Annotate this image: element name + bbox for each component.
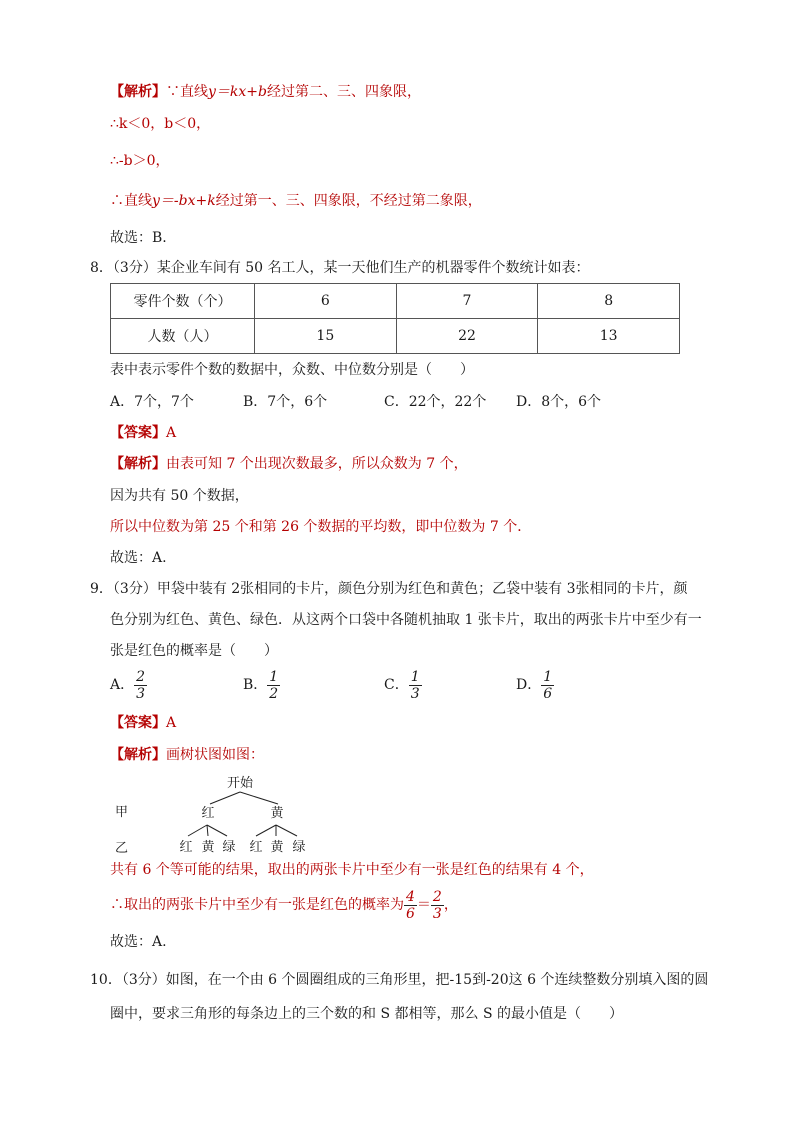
q9-option-b: B． $\frac{1}{2}$ (243, 668, 279, 702)
q10-stem-line1: 10．（3分）如图，在一个由 6 个圆圈组成的三角形里，把-15到-20这 6 个连续整数分别填入图的圆 (90, 972, 709, 988)
q8-analysis-line2: 因为共有 50 个数据， (110, 488, 249, 504)
q8-data-table (110, 283, 680, 354)
table-cell: 8 (538, 284, 680, 319)
q9-choose: 故选：A. (110, 934, 167, 950)
tree-node-l1: 红 (201, 806, 215, 821)
q10-stem-line2: 圈中，要求三角形的每条边上的三个数的和 S 都相等，那么 S 的最小值是（ ） (110, 1006, 623, 1022)
q9-stem-line2: 色分别为红色、黄色、绿色．从这两个口袋中各随机抽取 1 张卡片，取出的两张卡片中至少有一 (110, 612, 702, 628)
fraction: $\frac{4}{6}$ (406, 888, 415, 922)
q8-answer: 【答案】A (110, 425, 177, 441)
table-row (111, 284, 680, 319)
tree-node-l2: 绿 (222, 840, 236, 855)
table-cell: 7 (396, 284, 538, 319)
q9-answer: 【答案】A (110, 715, 177, 731)
q8-choose: 故选：A. (110, 550, 167, 566)
table-cell: 6 (255, 284, 397, 319)
q9-option-d: D． $\frac{1}{6}$ (516, 668, 553, 702)
tree-node-l2: 红 (249, 840, 263, 855)
q9-option-a: A． $\frac{2}{3}$ (110, 668, 146, 702)
q9-option-c: C． $\frac{1}{3}$ (384, 668, 420, 702)
tree-node-l2: 绿 (292, 840, 306, 855)
table-cell: 15 (255, 319, 397, 354)
fraction: $\frac{2}{3}$ (136, 668, 146, 702)
q7-choose: 故选：B. (110, 230, 167, 246)
q9-stem-line3: 张是红色的概率是（ ） (110, 643, 278, 659)
table-cell: 人数（人） (111, 319, 255, 354)
tree-node-l1: 黄 (270, 806, 284, 821)
q9-analysis-intro: 【解析】画树状图如图： (110, 747, 264, 763)
q8-option-c: C．22个，22个 (384, 394, 487, 410)
q9-probability-line: ∴取出的两张卡片中至少有一张是红色的概率为 $\frac{4}{6}$ ＝ $\frac{2}{3}$ ， (110, 888, 458, 922)
tree-row-label-jia: 甲 (115, 805, 129, 820)
table-cell: 22 (396, 319, 538, 354)
q8-option-a: A．7个，7个 (110, 394, 194, 410)
tree-node-l2: 黄 (270, 840, 284, 855)
q7-analysis-line4: ∴直线y＝-bx+k经过第一、三、四象限，不经过第二象限， (110, 193, 482, 209)
tree-node-l2: 黄 (201, 840, 215, 855)
fraction: $\frac{1}{2}$ (269, 668, 279, 702)
q9-stem-line1: 9．（3分）甲袋中装有 2张相同的卡片，颜色分别为红色和黄色；乙袋中装有 3张相同的卡片，颜 (90, 581, 688, 597)
q8-option-d: D．8个，6个 (516, 394, 602, 410)
probability-tree-diagram (110, 770, 330, 855)
q8-stem: 8．（3分）某企业车间有 50 名工人，某一天他们生产的机器零件个数统计如表： (90, 260, 590, 276)
tree-row-label-yi: 乙 (115, 841, 129, 856)
q8-analysis-line3: 所以中位数为第 25 个和第 26 个数据的平均数，即中位数为 7 个． (110, 519, 532, 535)
tree-node-l2: 红 (179, 840, 193, 855)
fraction: $\frac{1}{3}$ (410, 668, 420, 702)
table-row (111, 319, 680, 354)
q8-option-b: B．7个，6个 (243, 394, 328, 410)
q9-result: 共有 6 个等可能的结果，取出的两张卡片中至少有一张是红色的结果有 4 个， (110, 862, 594, 878)
analysis-tag: 【解析】 (110, 84, 166, 100)
tree-root: 开始 (226, 776, 254, 791)
q7-analysis-line3: ∴-b＞0， (110, 153, 170, 169)
table-cell: 13 (538, 319, 680, 354)
table-cell: 零件个数（个） (111, 284, 255, 319)
fraction: $\frac{1}{6}$ (543, 668, 553, 702)
q7-analysis-line2: ∴k＜0，b＜0， (110, 116, 211, 132)
fraction: $\frac{2}{3}$ (432, 888, 442, 922)
q8-question: 表中表示零件个数的数据中，众数、中位数分别是（ ） (110, 362, 474, 378)
q8-analysis-line1: 【解析】由表可知 7 个出现次数最多，所以众数为 7 个， (110, 456, 468, 472)
q7-analysis-line1: 【解析】∵直线y＝kx+b经过第二、三、四象限， (110, 84, 421, 100)
